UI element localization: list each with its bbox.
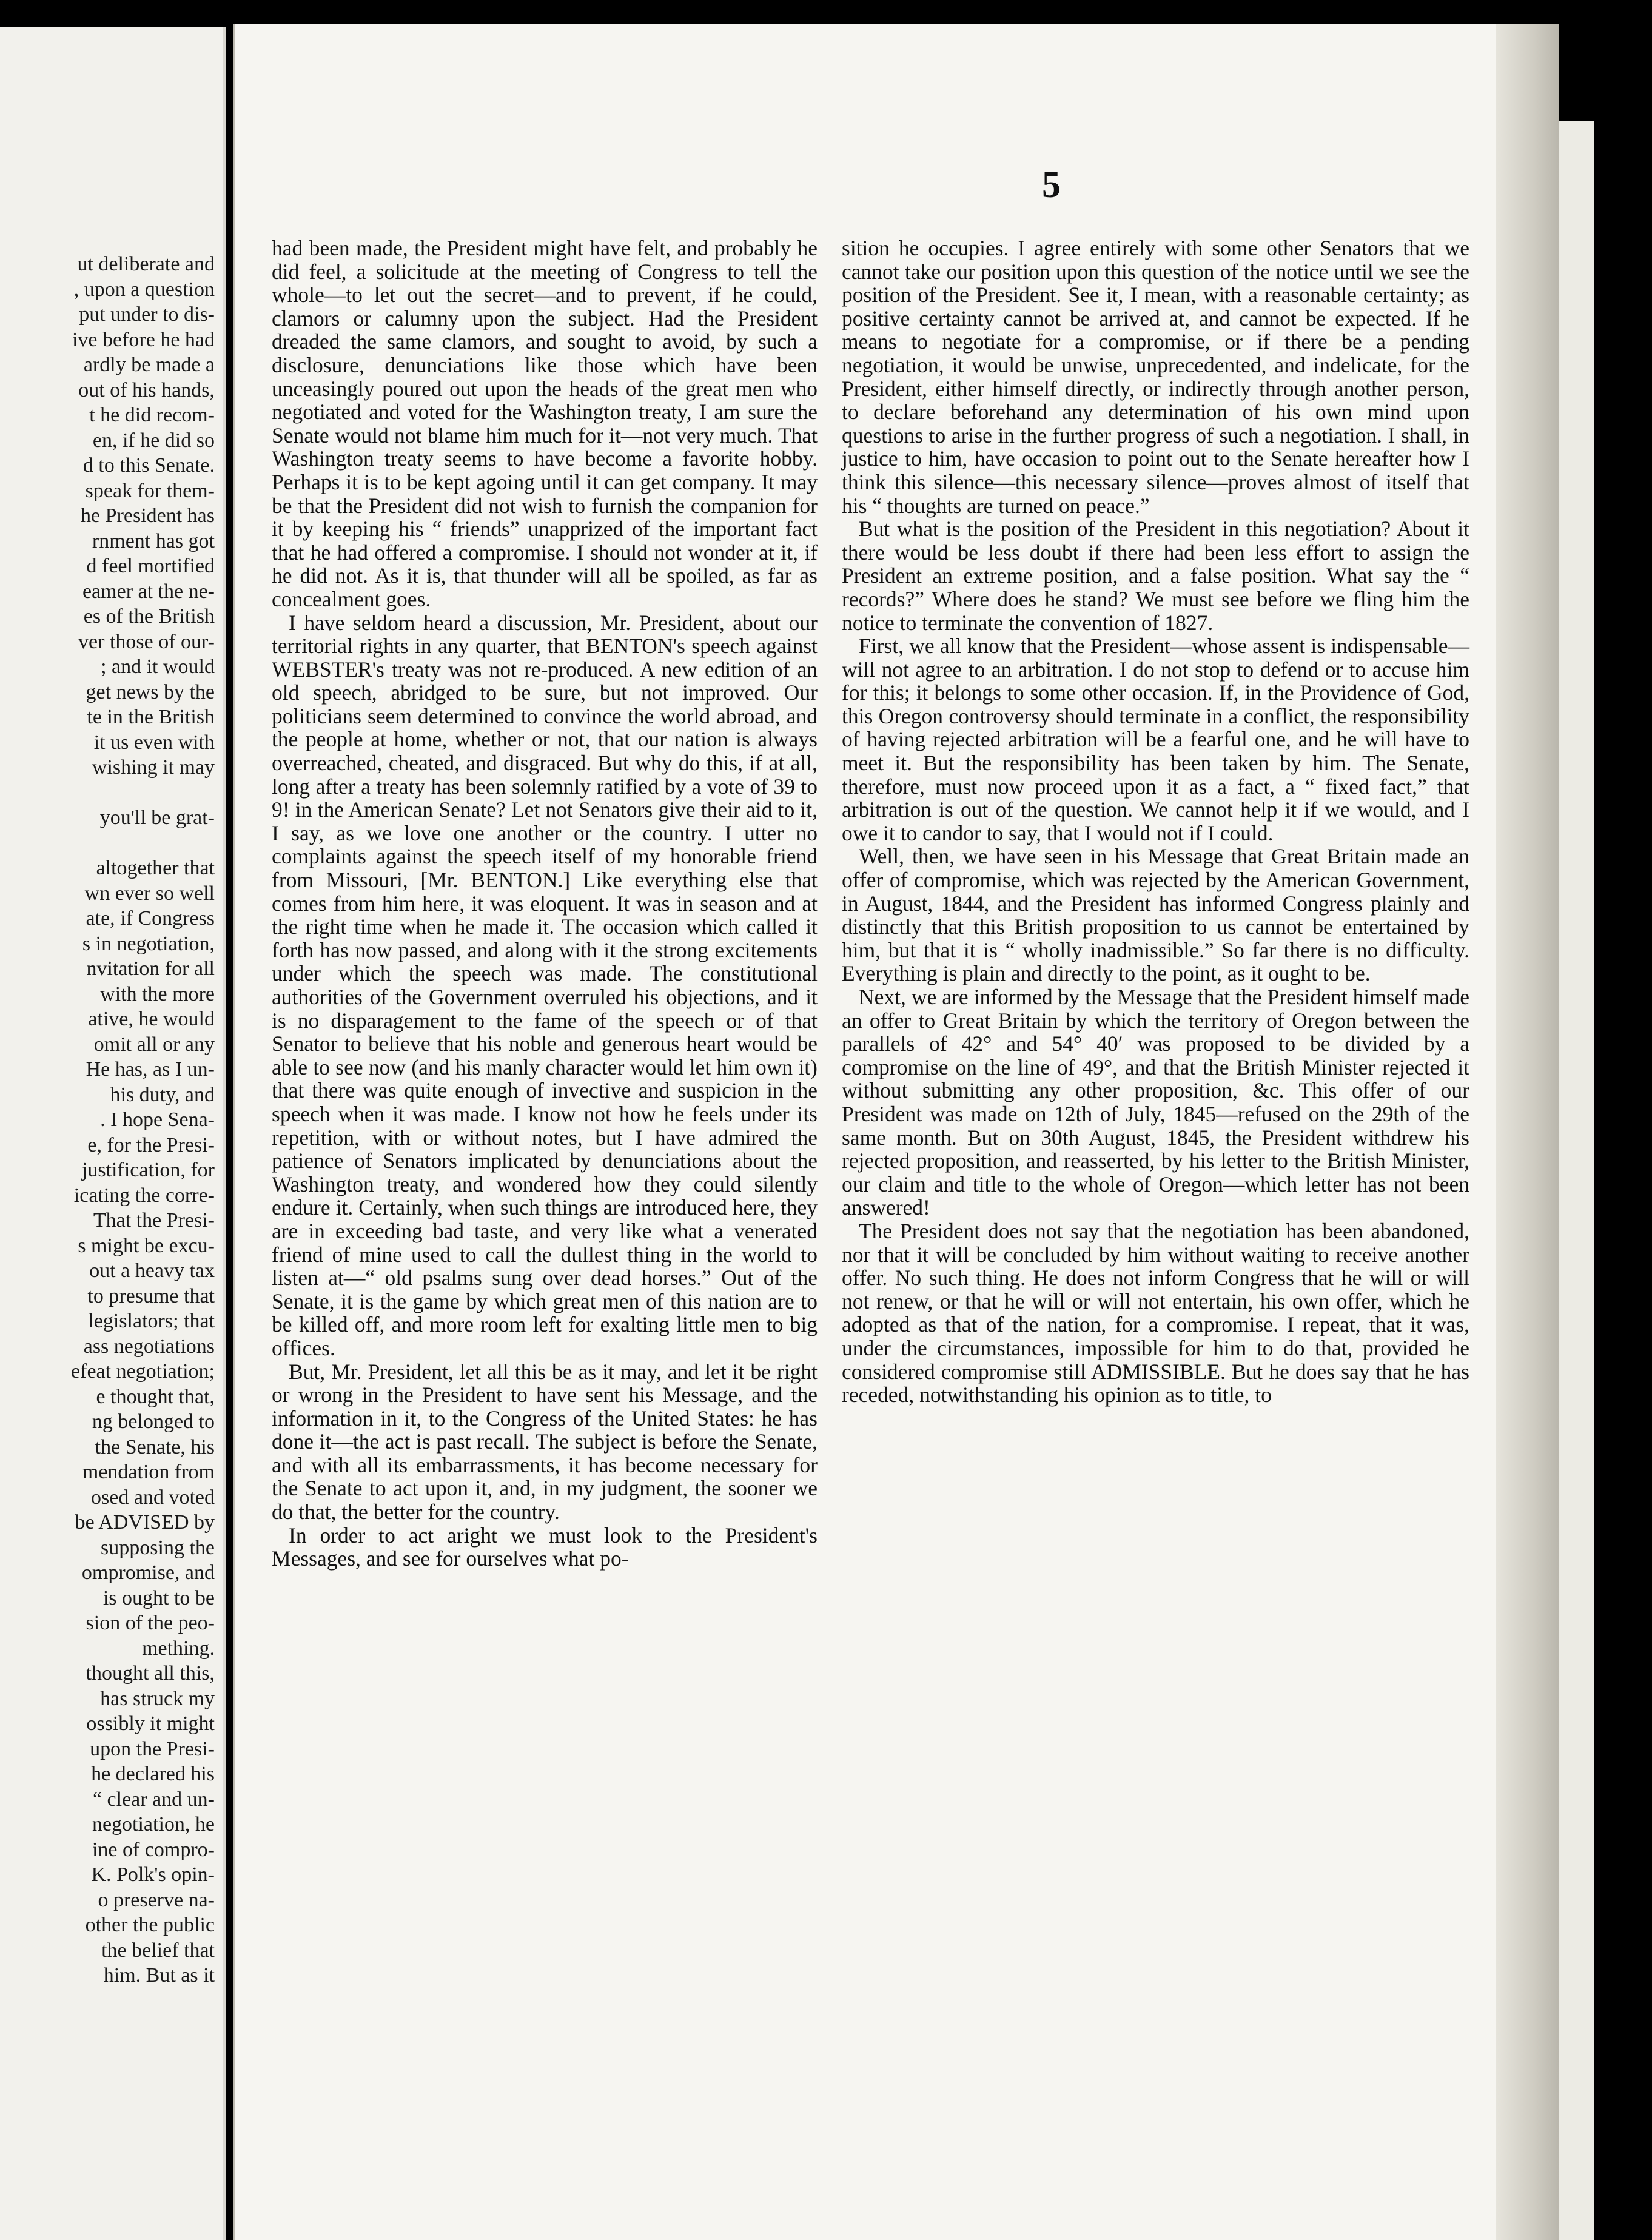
left-page-line: the Senate, his: [95, 1435, 215, 1458]
left-page-line: ive before he had: [72, 328, 215, 351]
column2-paragraph-2: But what is the position of the President in this negotiation? About it there would be less doubt if there had been less effort to assign the President an extreme position, and a false position. What say the “ records?” Where does he stand? We must see before we fling him the notice to terminate the convention of 1827.: [842, 517, 1469, 635]
left-page-line: e thought that,: [96, 1385, 215, 1408]
column1-paragraph-1: had been made, the President might have felt, and probably he did feel, a solicitude at the meeting of Congress to tell the whole—to let out the secret—and to prevent, if he could, clamors or calumny upon the subject. Had the President dreaded the same clamors, and sought to avoid, by such a disclosure, denunciations like those which have been unceasingly poured out upon the heads of the great men who negotiated and voted for the Washington treaty, I am sure the Senate would not blame him much for it—not very much. That Washington treaty seems to have become a favorite hobby. Perhaps it is to be kept agoing until it can get company. It may be that the President did not wish to furnish the companion for it by keeping his “ friends” unapprized of the important fact that he had offered a compromise. I should not wonder at it, if he did not. As it is, that thunder will all be spoiled, as far as concealment goes.: [272, 236, 818, 611]
left-page-line: ver those of our-: [78, 630, 215, 653]
left-page-line: justification, for: [81, 1159, 215, 1181]
left-page-line: omit all or any: [93, 1033, 215, 1056]
left-page-line: te in the British: [87, 706, 215, 728]
left-page-line: es of the British: [83, 605, 215, 628]
main-page: [233, 24, 1498, 2240]
left-page-line: osed and voted: [91, 1486, 215, 1509]
left-page-line: , upon a question: [73, 278, 215, 301]
column1-paragraph-4: In order to act aright we must look to the President's Messages, and see for ourselves what po-: [272, 1523, 818, 1571]
left-page-line: out a heavy tax: [89, 1259, 215, 1282]
left-page-line: That the Presi-: [93, 1209, 215, 1232]
column2-paragraph-6: The President does not say that the negotiation has been abandoned, nor that it will be concluded by him without waiting to receive another offer. No such thing. He does not inform Congress that he will or will not renew, or that he will or will not entertain, his own offer, which he adopted as that of the nation, for a compromise. I repeat, that it was, under the circumstances, impossible for him to do that, provided he considered compromise still ADMISSIBLE. But he does say that he has receded, notwithstanding his opinion as to title, to: [842, 1218, 1469, 1407]
left-page-line: altogether that: [96, 857, 215, 879]
left-page-line: the belief that: [101, 1939, 215, 1962]
left-page-line: o preserve na-: [98, 1888, 215, 1911]
left-page-line: be ADVISED by: [75, 1511, 215, 1534]
left-page-line: ossibly it might: [86, 1712, 215, 1735]
left-page-line: d to this Senate.: [82, 454, 215, 477]
left-page-line: he President has: [81, 505, 215, 527]
left-page-text-fragments: [8, 252, 215, 1988]
left-page-line: ; and it would: [101, 656, 215, 678]
left-page-line: him. But as it: [103, 1964, 215, 1987]
column1-paragraph-3: But, Mr. President, let all this be as it may, and let it be right or wrong in the President to have sent his Message, and the information in it, to the Congress of the United States: he has done it—the act is past recall. The subject is before the Senate, and with all its embarrassments, it has become necessary for the Senate to act upon it, and, in my judgment, the sooner we do that, the better for the country.: [272, 1359, 818, 1524]
page-edge-right: [1496, 24, 1559, 2240]
left-page-line: supposing the: [101, 1536, 215, 1559]
left-page-line: ative, he would: [88, 1008, 215, 1030]
left-page-line: ass negotiations: [83, 1335, 215, 1358]
left-page-line: you'll be grat-: [99, 806, 215, 829]
left-page-line: it us even with: [93, 731, 215, 754]
left-page-line: wn ever so well: [84, 882, 215, 905]
left-page-line: ompromise, and: [81, 1561, 215, 1584]
left-page-line: . I hope Sena-: [100, 1108, 215, 1131]
left-page-line: t he did recom-: [89, 404, 215, 426]
page-edge-right-outer: [1559, 121, 1594, 2240]
left-page-line: has struck my: [100, 1687, 215, 1710]
left-page-line: ine of compro-: [92, 1838, 215, 1861]
left-page-line: mething.: [142, 1637, 215, 1660]
page-number: 5: [1042, 164, 1061, 206]
left-page-line: is ought to be: [102, 1586, 215, 1609]
left-page-line: get news by the: [86, 680, 215, 703]
left-page-line: his duty, and: [110, 1083, 215, 1106]
left-page-line: upon the Presi-: [90, 1737, 215, 1760]
column2-paragraph-3: First, we all know that the President—whose assent is indispensable—will not agree to an arbitration. I do not stop to defend or to accuse him for this; it belongs to some other occasion. If, in the Providence of God, this Oregon controversy should terminate in a conflict, the responsibility of having rejected arbitration will be a fearful one, and he will have to meet it. But the responsibility has been taken by him. The Senate, therefore, must now proceed upon it as a fact, a “ fixed fact,” that arbitration is out of the question. We cannot help it if we would, and I owe it to candor to say, that I would not if I could.: [842, 634, 1469, 845]
left-page-line: s might be excu-: [78, 1234, 215, 1257]
left-page-line: K. Polk's opin-: [91, 1863, 215, 1886]
left-page-line: ut deliberate and: [77, 253, 215, 275]
column2-paragraph-1: sition he occupies. I agree entirely with some other Senators that we cannot take our position upon this question of the notice until we see the position of the President. See it, I mean, with a reasonable certainty; as positive certainty cannot be arrived at, and cannot be expected. If he means to negotiate for a compromise, or if there be a pending negotiation, it would be unwise, unprecedented, and indelicate, for the President, either himself directly, or indirectly through another person, to declare beforehand any determination of his own mind upon questions to arise in the further progress of such a negotiation. I shall, in justice to him, have occasion to point out to the Senate hereafter how I think this silence—this necessary silence—proves almost of itself that his “ thoughts are turned on peace.”: [842, 236, 1469, 518]
left-page-line: icating the corre-: [73, 1184, 215, 1207]
left-page-line: en, if he did so: [92, 429, 215, 452]
left-page-line: negotiation, he: [92, 1813, 215, 1836]
left-facing-page: [0, 27, 226, 2240]
left-page-line: “ clear and un-: [92, 1788, 215, 1811]
left-page-line: mendation from: [82, 1461, 215, 1483]
left-page-line: he declared his: [91, 1763, 215, 1785]
left-page-line: sion of the peo-: [86, 1612, 215, 1634]
left-page-line: out of his hands,: [78, 378, 215, 401]
left-page-line: put under to dis-: [79, 303, 215, 326]
left-page-line: with the more: [100, 982, 215, 1005]
left-page-line: s in negotiation,: [82, 932, 215, 955]
left-page-line: efeat negotiation;: [71, 1360, 215, 1383]
column2-paragraph-4: Well, then, we have seen in his Message that Great Britain made an offer of compromise, which was rejected by the American Government, in August, 1844, and the President has informed Congress plainly and distinctly that this British proposition to us cannot be entertained by him, but that it is “ wholly inadmissible.” So far there is no difficulty. Everything is plain and directly to the point, as it ought to be.: [842, 844, 1469, 986]
column2-paragraph-5: Next, we are informed by the Message that the President himself made an offer to Great Britain by which the territory of Oregon between the parallels of 42° and 54° 40′ was proposed to be divided by a compromise on the line of 49°, and that the British Minister rejected it without submitting any other proposition, &c. This offer of our President was made on 12th of July, 1845—refused on the 29th of the same month. But on 30th August, 1845, the President withdrew his rejected proposition, and reasserted, by his letter to the British Minister, our claim and title to the whole of Oregon—which letter has not been answered!: [842, 985, 1469, 1220]
text-column-2: [842, 236, 1469, 1407]
left-page-line: rnment has got: [92, 529, 215, 552]
left-page-line: to presume that: [87, 1284, 215, 1307]
left-page-line: ng belonged to: [92, 1410, 215, 1433]
left-page-line: He has, as I un-: [86, 1058, 215, 1081]
column1-paragraph-2: I have seldom heard a discussion, Mr. President, about our territorial rights in any quarter, that BENTON's speech against WEBSTER's treaty was not re-produced. A new edition of an old speech, abridged to be sure, but not improved. Our politicians seem determined to convince the world abroad, and the people at home, whether or not, that our nation is always overreached, cheated, and disgraced. But why do this, if at all, long after a treaty has been solemnly ratified by a vote of 39 to 9! in the American Senate? Let not Senators give their aid to it, I say, as we love one another or the country. I utter no complaints against the speech itself of my honorable friend from Missouri, [Mr. BENTON.] Like everything else that comes from him here, it was eloquent. It was in season and at the right time when he made it. The occasion which called it forth has now passed, and along with it the strong excitements under which the speech was made. The constitutional authorities of the Government overruled his objections, and it is no disparagement to the fame of the speech or of that Senator to believe that his noble and generous heart would be able to see now (and his manly character would let him own it) that there was quite enough of invective and suspicion in the speech when it was made. I know not how he feels under its repetition, with or without notes, but I have admired the patience of Senators implicated by denunciations about the Washington treaty, and wondered how they could silently endure it. Certainly, when such things are introduced here, they are in exceeding bad taste, and very like what a venerated friend of mine used to call the dullest thing in the world to listen at—“ old psalms sung over dead horses.” Out of the Senate, it is the game by which great men of this nation are to be killed off, and more room left for exalting little men to big offices.: [272, 610, 818, 1360]
text-column-1: [272, 236, 818, 1571]
left-page-line: speak for them-: [85, 479, 215, 502]
left-page-line: e, for the Presi-: [87, 1133, 215, 1156]
left-page-line: other the public: [85, 1914, 215, 1936]
left-page-line: [8, 780, 215, 806]
left-page-line: d feel mortified: [86, 555, 215, 577]
left-page-line: eamer at the ne-: [82, 580, 215, 603]
left-page-line: ardly be made a: [83, 354, 215, 376]
left-page-line: ate, if Congress: [86, 907, 215, 930]
left-page-line: thought all this,: [86, 1662, 215, 1685]
left-page-line: wishing it may: [92, 756, 215, 779]
left-page-line: [8, 831, 215, 856]
left-page-line: legislators; that: [88, 1310, 215, 1332]
left-page-line: nvitation for all: [86, 957, 215, 980]
